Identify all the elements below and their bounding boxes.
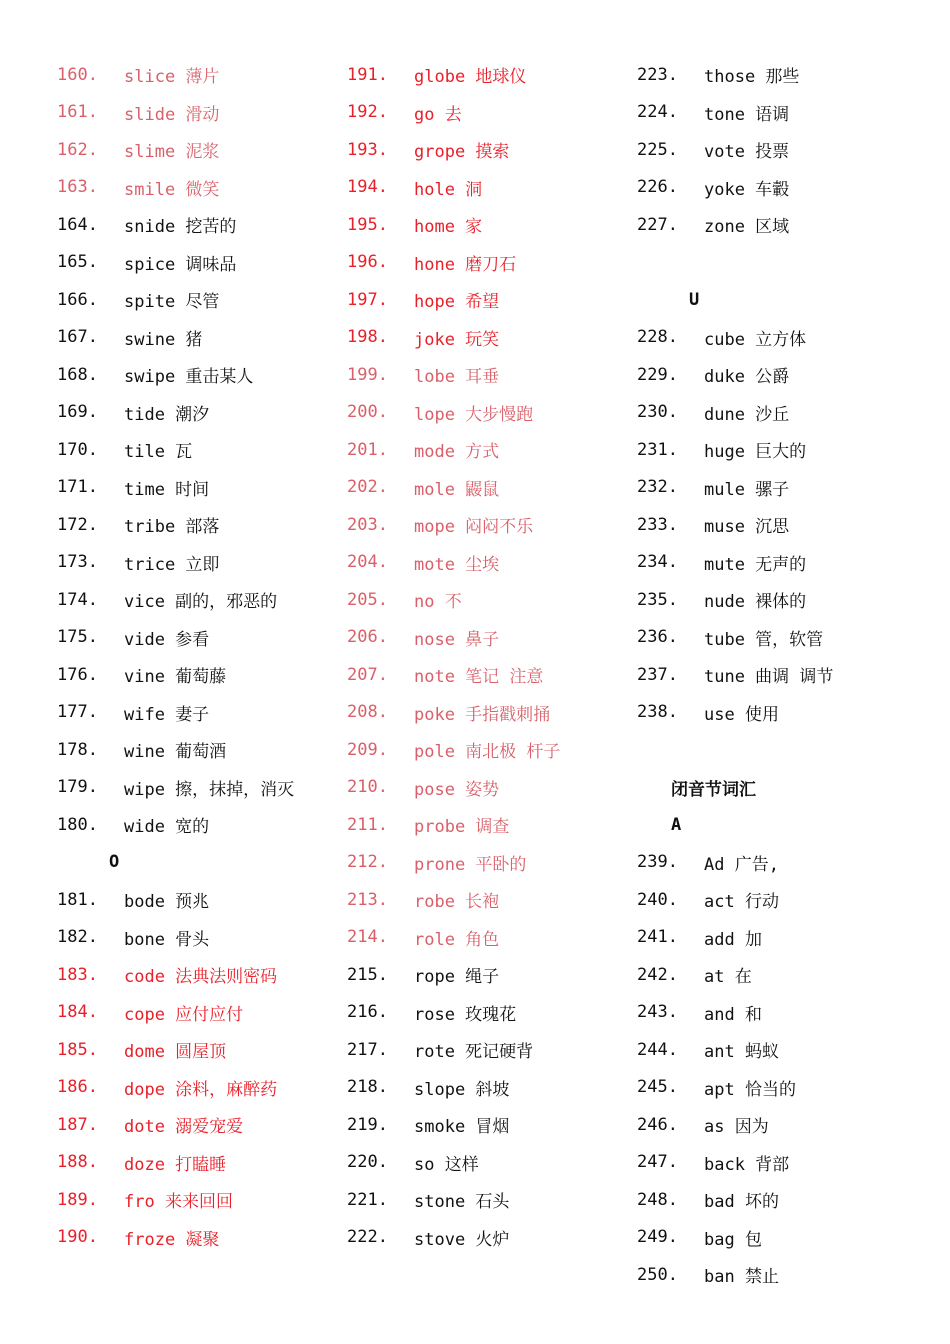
- entry-word: vote 投票: [704, 142, 790, 163]
- entry-word: note 笔记 注意: [414, 667, 544, 688]
- entry-number: 205.: [347, 589, 388, 610]
- vocab-entry: [637, 356, 927, 394]
- entry-number: 191.: [347, 64, 388, 85]
- entry-word: at 在: [704, 967, 752, 988]
- entry-word: code 法典法则密码: [124, 967, 278, 988]
- vocab-entry: [57, 94, 347, 132]
- entry-word: and 和: [704, 1004, 762, 1025]
- vocab-entry: [347, 281, 637, 319]
- vocab-entry: [57, 581, 347, 619]
- entry-number: 221.: [347, 1189, 388, 1210]
- vocab-entry: [637, 431, 927, 469]
- entry-number: 214.: [347, 927, 388, 948]
- vocab-entry: [347, 506, 637, 544]
- entry-word: tribe 部落: [124, 517, 220, 538]
- vocab-entry: [57, 1181, 347, 1219]
- entry-word: fro 来来回回: [124, 1192, 233, 1213]
- vocab-entry: [637, 994, 927, 1032]
- vocab-entry: [347, 1106, 637, 1144]
- entry-number: 222.: [347, 1227, 388, 1248]
- vocab-entry: [347, 844, 637, 882]
- vocab-entry: [57, 544, 347, 582]
- vocab-column-3: [637, 56, 927, 1294]
- entry-number: 178.: [57, 739, 98, 760]
- vocab-column-2: [347, 56, 637, 1256]
- entry-number: 172.: [57, 514, 98, 535]
- entry-word: froze 凝聚: [124, 1229, 220, 1250]
- section-heading: O: [109, 852, 120, 873]
- entry-number: 171.: [57, 477, 98, 498]
- vocab-entry: [347, 1031, 637, 1069]
- entry-word: bad 坏的: [704, 1192, 779, 1213]
- vocab-entry: [637, 656, 927, 694]
- vocab-entry: [57, 394, 347, 432]
- entry-word: trice 立即: [124, 554, 220, 575]
- entry-word: swine 猪: [124, 329, 203, 350]
- entry-number: 246.: [637, 1114, 678, 1135]
- entry-number: 236.: [637, 627, 678, 648]
- entry-word: bag 包: [704, 1229, 762, 1250]
- entry-number: 204.: [347, 552, 388, 573]
- entry-word: rope 绳子: [414, 967, 500, 988]
- entry-number: 239.: [637, 852, 678, 873]
- entry-number: 237.: [637, 664, 678, 685]
- entry-number: 176.: [57, 664, 98, 685]
- spacer: [637, 244, 927, 282]
- entry-number: 206.: [347, 627, 388, 648]
- entry-word: act 行动: [704, 892, 779, 913]
- vocab-entry: [637, 919, 927, 957]
- entry-number: 193.: [347, 139, 388, 160]
- vocab-entry: [347, 619, 637, 657]
- entry-number: 185.: [57, 1039, 98, 1060]
- vocab-entry: [347, 919, 637, 957]
- entry-word: vide 参看: [124, 629, 210, 650]
- vocab-entry: [57, 131, 347, 169]
- vocab-entry: [57, 769, 347, 807]
- entry-number: 170.: [57, 439, 98, 460]
- entry-word: probe 调查: [414, 817, 510, 838]
- entry-number: 190.: [57, 1227, 98, 1248]
- entry-word: robe 长袍: [414, 892, 500, 913]
- entry-word: globe 地球仪: [414, 67, 527, 88]
- vocab-entry: [57, 881, 347, 919]
- entry-word: mote 尘埃: [414, 554, 500, 575]
- entry-number: 245.: [637, 1077, 678, 1098]
- entry-word: ant 蚂蚁: [704, 1042, 779, 1063]
- entry-number: 240.: [637, 889, 678, 910]
- vocab-entry: [57, 956, 347, 994]
- entry-number: 238.: [637, 702, 678, 723]
- entry-number: 212.: [347, 852, 388, 873]
- vocab-entry: [347, 769, 637, 807]
- section-heading: U: [689, 289, 700, 310]
- entry-number: 188.: [57, 1152, 98, 1173]
- entry-word: back 背部: [704, 1154, 790, 1175]
- vocab-entry: [637, 94, 927, 132]
- vocab-entry: [347, 394, 637, 432]
- vocab-entry: [347, 1219, 637, 1257]
- entry-word: stove 火炉: [414, 1229, 510, 1250]
- entry-number: 217.: [347, 1039, 388, 1060]
- vocab-entry: [57, 506, 347, 544]
- vocab-entry: [347, 881, 637, 919]
- vocab-entry: [637, 319, 927, 357]
- entry-word: smoke 冒烟: [414, 1117, 510, 1138]
- entry-word: time 时间: [124, 479, 210, 500]
- vocab-entry: [57, 1069, 347, 1107]
- section-heading: 闭音节词汇: [671, 779, 756, 800]
- entry-number: 228.: [637, 327, 678, 348]
- entry-number: 210.: [347, 777, 388, 798]
- entry-number: 208.: [347, 702, 388, 723]
- entry-word: bode 预兆: [124, 892, 210, 913]
- vocab-entry: [347, 994, 637, 1032]
- vocab-entry: [57, 656, 347, 694]
- entry-number: 169.: [57, 402, 98, 423]
- entry-number: 219.: [347, 1114, 388, 1135]
- entry-number: 235.: [637, 589, 678, 610]
- entry-word: tube 管，软管: [704, 629, 824, 650]
- entry-number: 244.: [637, 1039, 678, 1060]
- entry-word: mute 无声的: [704, 554, 807, 575]
- entry-number: 168.: [57, 364, 98, 385]
- entry-word: snide 挖苦的: [124, 217, 237, 238]
- entry-word: mole 鼹鼠: [414, 479, 500, 500]
- entry-word: dope 涂料，麻醉药: [124, 1079, 278, 1100]
- entry-word: prone 平卧的: [414, 854, 527, 875]
- entry-number: 180.: [57, 814, 98, 835]
- entry-word: swipe 重击某人: [124, 367, 254, 388]
- entry-number: 233.: [637, 514, 678, 535]
- entry-number: 242.: [637, 964, 678, 985]
- entry-number: 163.: [57, 177, 98, 198]
- vocab-entry: [57, 206, 347, 244]
- vocab-entry: [57, 806, 347, 844]
- entry-word: slide 滑动: [124, 104, 220, 125]
- vocab-entry: [57, 694, 347, 732]
- entry-number: 234.: [637, 552, 678, 573]
- vocab-entry: [347, 731, 637, 769]
- vocab-entry: [347, 806, 637, 844]
- entry-word: huge 巨大的: [704, 442, 807, 463]
- entry-number: 162.: [57, 139, 98, 160]
- entry-word: spice 调味品: [124, 254, 237, 275]
- entry-number: 207.: [347, 664, 388, 685]
- entry-number: 213.: [347, 889, 388, 910]
- entry-word: dote 溺爱宠爱: [124, 1117, 244, 1138]
- vocab-entry: [637, 506, 927, 544]
- entry-number: 211.: [347, 814, 388, 835]
- vocab-entry: [57, 319, 347, 357]
- entry-number: 203.: [347, 514, 388, 535]
- entry-word: spite 尽管: [124, 292, 220, 313]
- entry-number: 164.: [57, 214, 98, 235]
- entry-word: wide 宽的: [124, 817, 210, 838]
- vocab-entry: [637, 169, 927, 207]
- entry-word: hone 磨刀石: [414, 254, 517, 275]
- entry-number: 177.: [57, 702, 98, 723]
- vocab-entry: [637, 206, 927, 244]
- entry-number: 218.: [347, 1077, 388, 1098]
- entry-word: tide 潮汐: [124, 404, 210, 425]
- entry-number: 196.: [347, 252, 388, 273]
- entry-number: 202.: [347, 477, 388, 498]
- vocab-entry: [57, 1144, 347, 1182]
- vocab-entry: [347, 56, 637, 94]
- entry-word: slope 斜坡: [414, 1079, 510, 1100]
- vocab-entry: [637, 1106, 927, 1144]
- entry-word: smile 微笑: [124, 179, 220, 200]
- section-heading: A: [671, 814, 682, 835]
- entry-word: apt 恰当的: [704, 1079, 796, 1100]
- entry-number: 226.: [637, 177, 678, 198]
- entry-number: 195.: [347, 214, 388, 235]
- entry-number: 224.: [637, 102, 678, 123]
- entry-word: grope 摸索: [414, 142, 510, 163]
- entry-number: 161.: [57, 102, 98, 123]
- entry-number: 184.: [57, 1002, 98, 1023]
- vocab-entry: [57, 469, 347, 507]
- vocab-entry: [57, 1219, 347, 1257]
- entry-word: mope 闷闷不乐: [414, 517, 534, 538]
- entry-number: 173.: [57, 552, 98, 573]
- vocab-column-1: [57, 56, 347, 1256]
- vocab-entry: [637, 1256, 927, 1294]
- vocab-entry: [347, 1144, 637, 1182]
- vocab-entry: [637, 881, 927, 919]
- entry-word: lope 大步慢跑: [414, 404, 534, 425]
- vocab-entry: [637, 1144, 927, 1182]
- vocab-entry: [347, 169, 637, 207]
- entry-word: tile 瓦: [124, 442, 193, 463]
- vocab-entry: [347, 1069, 637, 1107]
- entry-word: stone 石头: [414, 1192, 510, 1213]
- vocab-entry: [57, 994, 347, 1032]
- entry-number: 199.: [347, 364, 388, 385]
- entry-word: hole 洞: [414, 179, 483, 200]
- entry-number: 225.: [637, 139, 678, 160]
- entry-word: poke 手指戳刺捅: [414, 704, 551, 725]
- vocab-entry: [347, 656, 637, 694]
- vocab-entry: [57, 1031, 347, 1069]
- vocab-entry: [347, 206, 637, 244]
- entry-number: 165.: [57, 252, 98, 273]
- vocab-entry: [57, 431, 347, 469]
- entry-word: rote 死记硬背: [414, 1042, 534, 1063]
- vocab-entry: [347, 581, 637, 619]
- entry-word: pose 姿势: [414, 779, 500, 800]
- entry-number: 194.: [347, 177, 388, 198]
- entry-word: joke 玩笑: [414, 329, 500, 350]
- entry-word: mode 方式: [414, 442, 500, 463]
- entry-word: dome 圆屋顶: [124, 1042, 227, 1063]
- entry-number: 247.: [637, 1152, 678, 1173]
- entry-word: dune 沙丘: [704, 404, 790, 425]
- vocab-entry: [347, 244, 637, 282]
- vocab-entry: [637, 1069, 927, 1107]
- vocab-entry: [637, 394, 927, 432]
- vocab-entry: [637, 694, 927, 732]
- entry-word: cube 立方体: [704, 329, 807, 350]
- entry-number: 181.: [57, 889, 98, 910]
- entry-word: wipe 擦，抹掉，消灭: [124, 779, 295, 800]
- vocab-entry: [637, 56, 927, 94]
- entry-word: muse 沉思: [704, 517, 790, 538]
- entry-number: 160.: [57, 64, 98, 85]
- vocab-entry: [347, 694, 637, 732]
- entry-number: 174.: [57, 589, 98, 610]
- entry-word: lobe 耳垂: [414, 367, 500, 388]
- entry-word: pole 南北极 杆子: [414, 742, 561, 763]
- entry-word: wine 葡萄酒: [124, 742, 227, 763]
- entry-number: 200.: [347, 402, 388, 423]
- entry-number: 215.: [347, 964, 388, 985]
- vocab-entry: [637, 1031, 927, 1069]
- vocab-entry: [57, 281, 347, 319]
- vocab-entry: [57, 56, 347, 94]
- entry-word: add 加: [704, 929, 762, 950]
- entry-word: duke 公爵: [704, 367, 790, 388]
- entry-number: 198.: [347, 327, 388, 348]
- entry-word: bone 骨头: [124, 929, 210, 950]
- entry-number: 220.: [347, 1152, 388, 1173]
- entry-word: mule 骡子: [704, 479, 790, 500]
- entry-word: zone 区域: [704, 217, 790, 238]
- entry-word: yoke 车轂: [704, 179, 790, 200]
- entry-number: 192.: [347, 102, 388, 123]
- entry-word: vine 葡萄藤: [124, 667, 227, 688]
- entry-number: 232.: [637, 477, 678, 498]
- entry-number: 187.: [57, 1114, 98, 1135]
- entry-word: wife 妻子: [124, 704, 210, 725]
- entry-number: 223.: [637, 64, 678, 85]
- entry-number: 189.: [57, 1189, 98, 1210]
- vocab-entry: [347, 94, 637, 132]
- entry-word: cope 应付应付: [124, 1004, 244, 1025]
- entry-number: 209.: [347, 739, 388, 760]
- entry-word: doze 打瞌睡: [124, 1154, 227, 1175]
- vocab-entry: [347, 356, 637, 394]
- entry-number: 167.: [57, 327, 98, 348]
- entry-number: 250.: [637, 1264, 678, 1285]
- entry-word: ban 禁止: [704, 1267, 779, 1288]
- vocab-entry: [347, 131, 637, 169]
- vocab-entry: [637, 619, 927, 657]
- vocab-entry: [347, 319, 637, 357]
- vocab-entry: [637, 956, 927, 994]
- vocab-entry: [57, 919, 347, 957]
- vocab-entry: [57, 619, 347, 657]
- entry-number: 175.: [57, 627, 98, 648]
- vocab-entry: [347, 956, 637, 994]
- spacer: [637, 731, 927, 769]
- entry-number: 197.: [347, 289, 388, 310]
- entry-number: 243.: [637, 1002, 678, 1023]
- entry-number: 248.: [637, 1189, 678, 1210]
- entry-word: those 那些: [704, 67, 800, 88]
- vocab-entry: [637, 1219, 927, 1257]
- entry-number: 229.: [637, 364, 678, 385]
- entry-number: 179.: [57, 777, 98, 798]
- entry-number: 201.: [347, 439, 388, 460]
- vocab-entry: [347, 544, 637, 582]
- entry-number: 227.: [637, 214, 678, 235]
- vocab-entry: [57, 356, 347, 394]
- entry-word: nude 裸体的: [704, 592, 807, 613]
- entry-word: slime 泥浆: [124, 142, 220, 163]
- vocab-entry: [347, 431, 637, 469]
- entry-word: home 家: [414, 217, 483, 238]
- entry-number: 231.: [637, 439, 678, 460]
- entry-number: 183.: [57, 964, 98, 985]
- entry-word: no 不: [414, 592, 462, 613]
- vocab-entry: [637, 131, 927, 169]
- entry-word: Ad 广告,: [704, 854, 779, 875]
- entry-number: 249.: [637, 1227, 678, 1248]
- entry-word: go 去: [414, 104, 462, 125]
- vocab-entry: [637, 844, 927, 882]
- entry-number: 182.: [57, 927, 98, 948]
- entry-number: 166.: [57, 289, 98, 310]
- entry-word: nose 鼻子: [414, 629, 500, 650]
- vocab-entry: [57, 169, 347, 207]
- entry-word: hope 希望: [414, 292, 500, 313]
- vocab-entry: [637, 1181, 927, 1219]
- entry-word: so 这样: [414, 1154, 479, 1175]
- entry-word: rose 玫瑰花: [414, 1004, 517, 1025]
- vocab-entry: [347, 1181, 637, 1219]
- entry-word: vice 副的，邪恶的: [124, 592, 278, 613]
- entry-number: 241.: [637, 927, 678, 948]
- vocab-entry: [57, 731, 347, 769]
- entry-number: 216.: [347, 1002, 388, 1023]
- vocab-entry: [57, 1106, 347, 1144]
- vocab-entry: [347, 469, 637, 507]
- entry-word: use 使用: [704, 704, 779, 725]
- vocab-entry: [57, 244, 347, 282]
- entry-word: as 因为: [704, 1117, 769, 1138]
- vocab-entry: [637, 469, 927, 507]
- entry-word: role 角色: [414, 929, 500, 950]
- entry-number: 186.: [57, 1077, 98, 1098]
- vocab-entry: [637, 544, 927, 582]
- vocab-entry: [637, 581, 927, 619]
- entry-word: tone 语调: [704, 104, 790, 125]
- entry-word: slice 薄片: [124, 67, 220, 88]
- entry-word: tune 曲调 调节: [704, 667, 834, 688]
- entry-number: 230.: [637, 402, 678, 423]
